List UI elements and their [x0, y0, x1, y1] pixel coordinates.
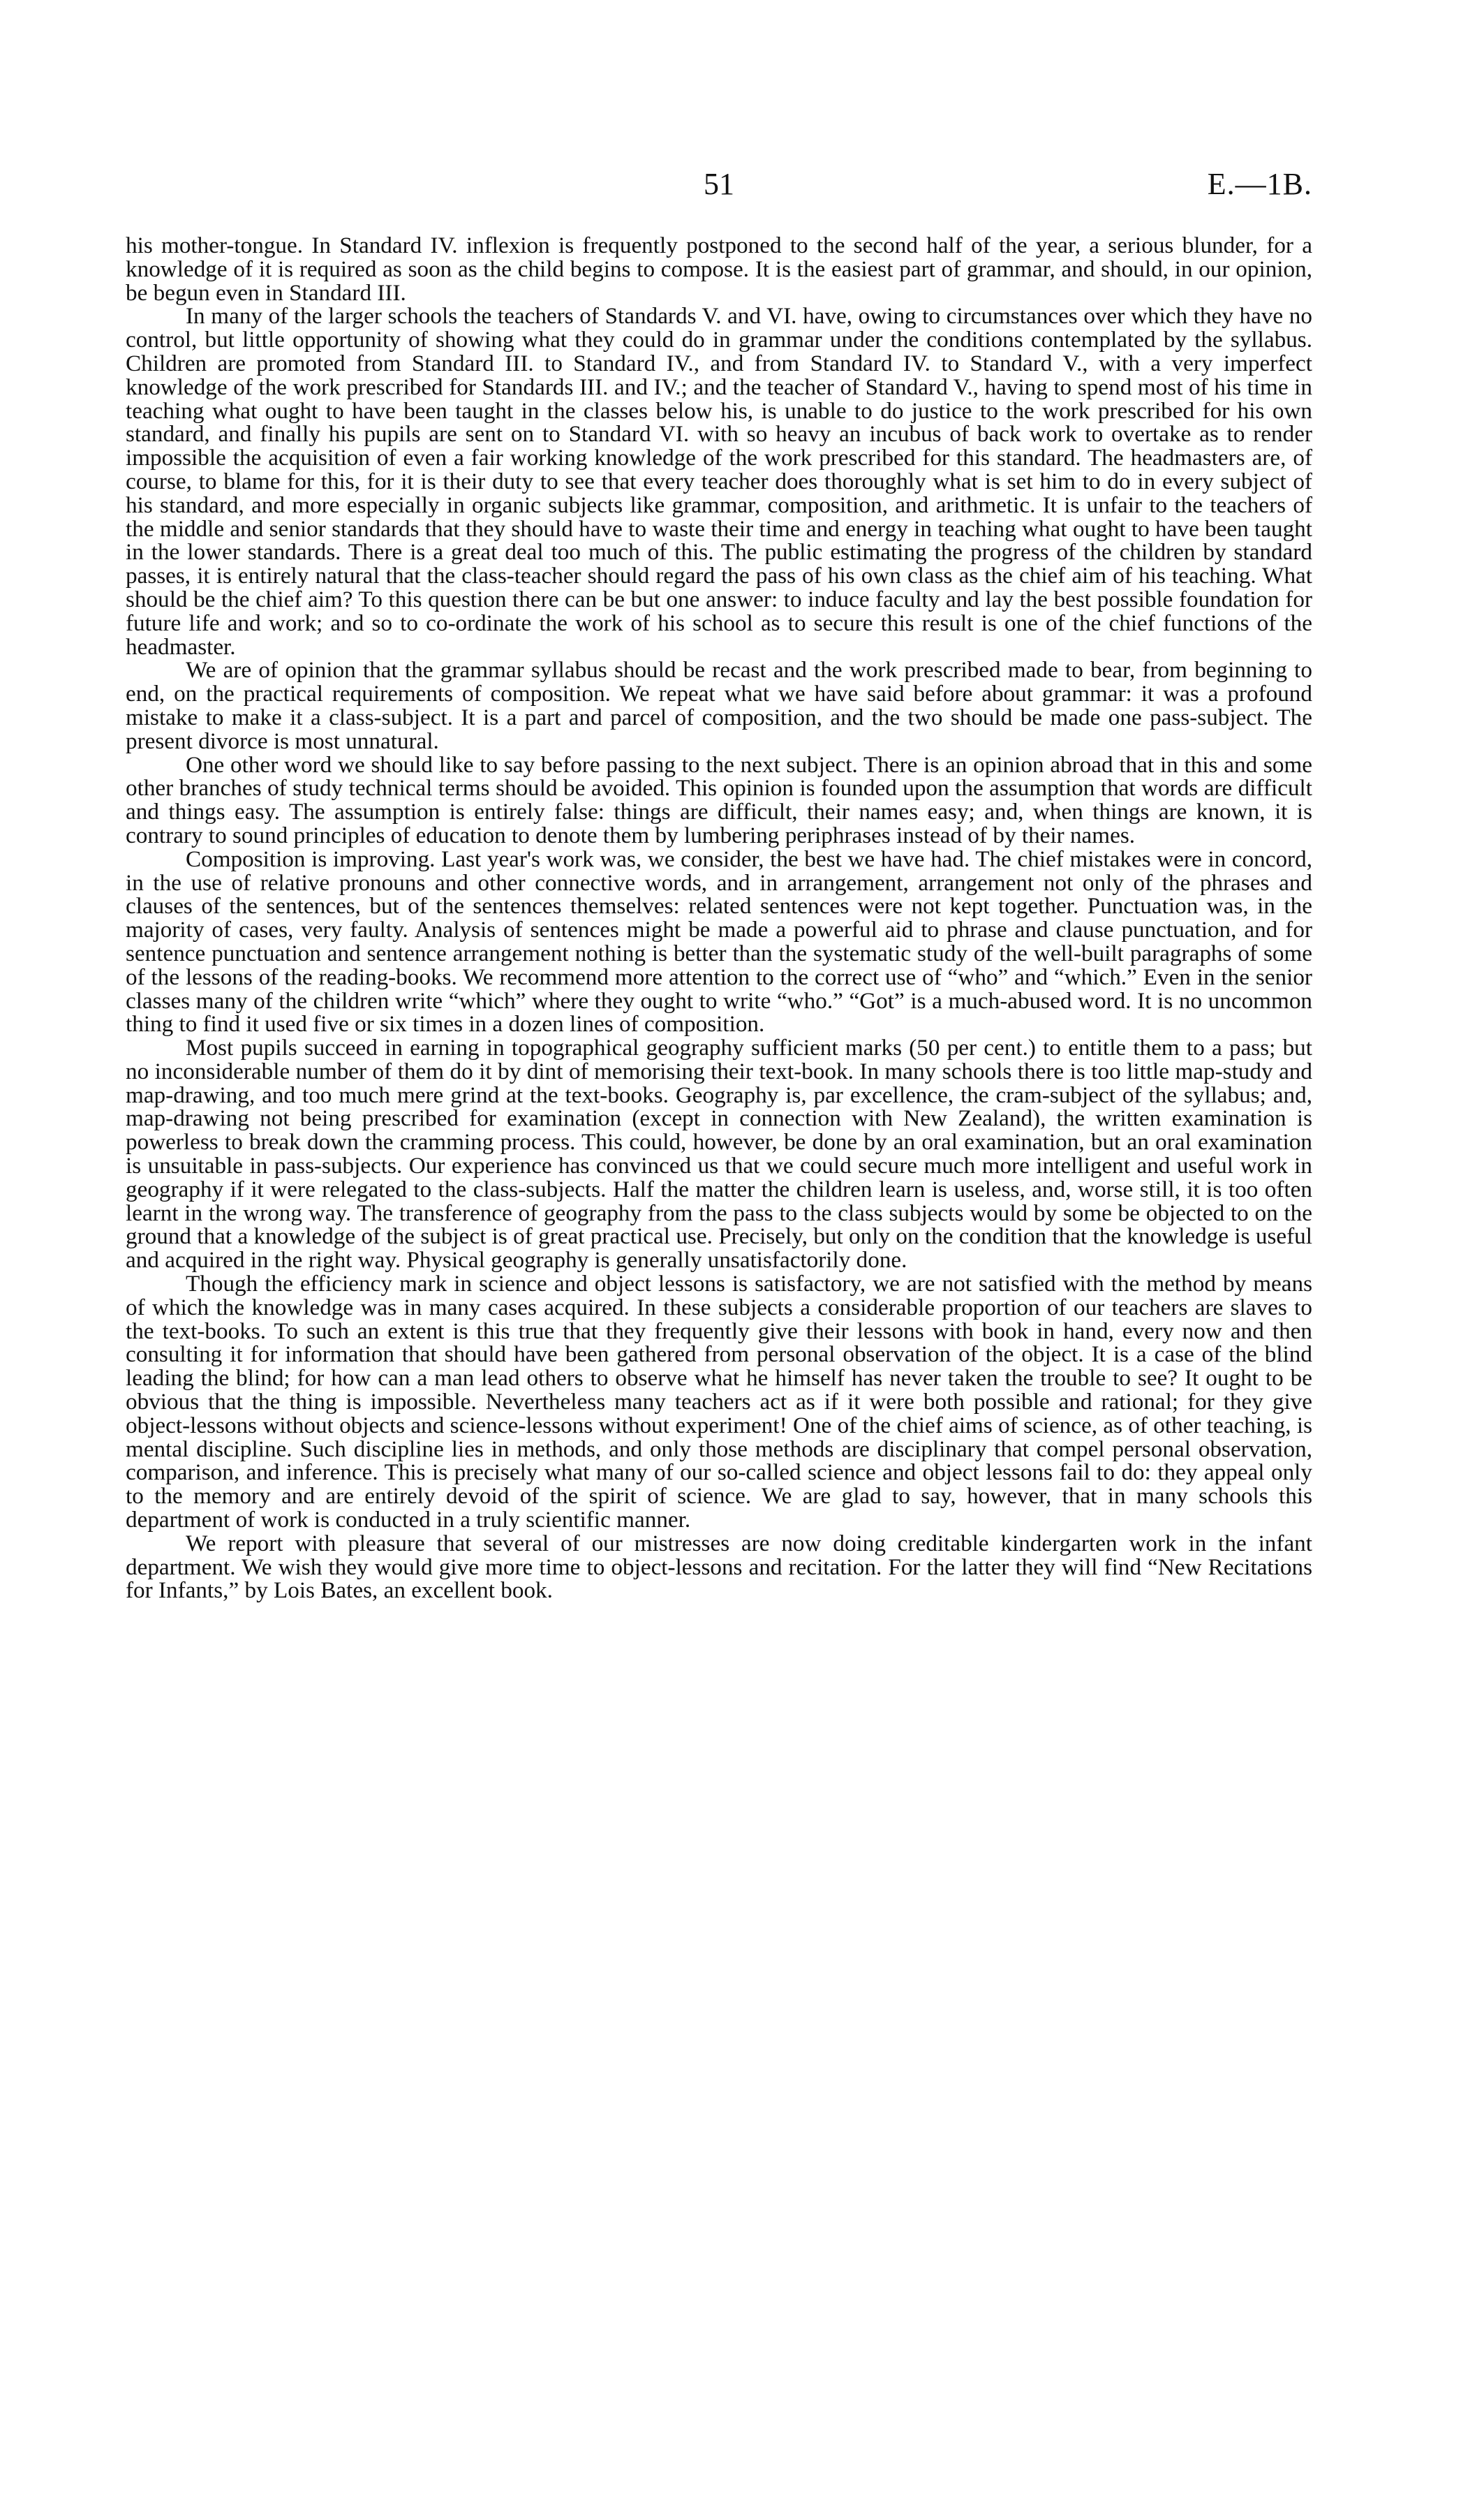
body-text [126, 234, 1312, 1602]
paragraph-1: his mother-tongue. In Standard IV. inflexion is frequently postponed to the second half of the year, a serious blunder, for a knowledge of it is required as soon as the child begins to compose. It is the easiest part of grammar, and should, in our opinion, be begun even in Standard III. [126, 233, 1312, 306]
paragraph-4: One other word we should like to say before passing to the next subject. There is an opinion abroad that in this and some other branches of study technical terms should be avoided. This opinion is founded upon the assumption that words are difficult and things easy. The assumption is entirely false: things are difficult, their names easy; and, when things are known, it is contrary to sound principles of education to denote them by lumbering periphrases instead of by their names. [126, 751, 1312, 848]
page-number: 51 [704, 167, 734, 201]
page-header [126, 166, 1312, 215]
paragraph-7: Though the efficiency mark in science and object lessons is satisfactory, we are not satisfied with the method by means of which the knowledge was in many cases acquired. In these subjects a considerable proportion of our teachers are slaves to the text-books. To such an extent is this true that they frequently give their lessons with book in hand, every now and then consulting it for information that should have been gathered from personal observation of the object. It is a case of the blind leading the blind; for how can a man lead others to observe what he himself has never taken the trouble to see? It ought to be obvious that the thing is impossible. Nevertheless many teachers act as if it were both possible and rational; for they give object-lessons without objects and science-lessons without experiment! One of the chief aims of science, as of other teaching, is mental discipline. Such discipline lies in methods, and only those methods are disciplinary that compel personal observation, comparison, and inference. This is precisely what many of our so-called science and object lessons fail to do: they appeal only to the memory and are entirely devoid of the spirit of science. We are glad to say, however, that in many schools this department of work is conducted in a truly scientific manner. [126, 1271, 1312, 1533]
paragraph-5: Composition is improving. Last year's work was, we consider, the best we have had. The chief mistakes were in concord, in the use of relative pronouns and other connective words, and in arrangement, arrangement not only of the phrases and clauses of the sentences, but of the sentences themselves: related sentences were not kept together. Punctuation was, in the majority of cases, very faulty. Analysis of sentences might be made a powerful aid to phrase and clause punctuation, and for sentence punctuation and sentence arrangement nothing is better than the systematic study of the well-built paragraphs of some of the lessons of the reading-books. We recommend more attention to the correct use of “who” and “which.” Even in the senior classes many of the children write “which” where they ought to write “who.” “Got” is a much-abused word. It is no uncommon thing to find it used five or six times in a dozen lines of composition. [126, 846, 1312, 1038]
paragraph-6: Most pupils succeed in earning in topographical geography sufficient marks (50 per cent.) to entitle them to a pass; but no inconsiderable number of them do it by dint of memorising their text-book. In many schools there is too little map-study and map-drawing, and too much mere grind at the text-books. Geography is, par excellence, the cram-subject of the syllabus; and, map-drawing not being prescribed for examination (except in connection with New Zealand), the written examination is powerless to break down the cramming process. This could, however, be done by an oral examination, but an oral examination is unsuitable in pass-subjects. Our experience has convinced us that we could secure much more intelligent and useful work in geography if it were relegated to the class-subjects. Half the matter the children learn is useless, and, worse still, it is too often learnt in the wrong way. The transference of geography from the pass to the class subjects would by some be objected to on the ground that a knowledge of the subject is of great practical use. Precisely, but only on the condition that the knowledge is useful and acquired in the right way. Physical geography is generally unsatisfactorily done. [126, 1035, 1312, 1274]
paragraph-3: We are of opinion that the grammar syllabus should be recast and the work prescribed made to bear, from beginning to end, on the practical requirements of composition. We repeat what we have said before about grammar: it was a profound mistake to make it a class-subject. It is a part and parcel of composition, and the two should be made one pass-subject. The present divorce is most unnatural. [126, 657, 1312, 754]
document-reference: E.—1B. [1207, 167, 1312, 201]
paragraph-8: We report with pleasure that several of our mistresses are now doing creditable kindergarten work in the infant department. We wish they would give more time to object-lessons and recitation. For the latter they will find “New Recitations for Infants,” by Lois Bates, an excellent book. [126, 1530, 1312, 1604]
paragraph-2: In many of the larger schools the teachers of Standards V. and VI. have, owing to circumstances over which they have no control, but little opportunity of showing what they could do in grammar under the conditions contemplated by the syllabus. Children are promoted from Standard III. to Standard IV., and from Standard IV. to Standard V., with a very imperfect knowledge of the work prescribed for Standards III. and IV.; and the teacher of Standard V., having to spend most of his time in teaching what ought to have been taught in the classes below his, is unable to do justice to the work prescribed for his own standard, and finally his pupils are sent on to Standard VI. with so heavy an incubus of back work to overtake as to render impossible the acquisition of even a fair working knowledge of the work prescribed for this standard. The headmasters are, of course, to blame for this, for it is their duty to see that every teacher does thoroughly what is set him to do in every subject of his standard, and more especially in organic subjects like grammar, composition, and arithmetic. It is unfair to the teachers of the middle and senior standards that they should have to waste their time and energy in teaching what ought to have been taught in the lower standards. There is a great deal too much of this. The public estimating the progress of the children by standard passes, it is entirely natural that the class-teacher should regard the pass of his own class as the chief aim of his teaching. What should be the chief aim? To this question there can be but one answer: to induce faculty and lay the best possible foundation for future life and work; and so to co-ordinate the work of his school as to secure this result is one of the chief functions of the headmaster. [126, 303, 1312, 660]
